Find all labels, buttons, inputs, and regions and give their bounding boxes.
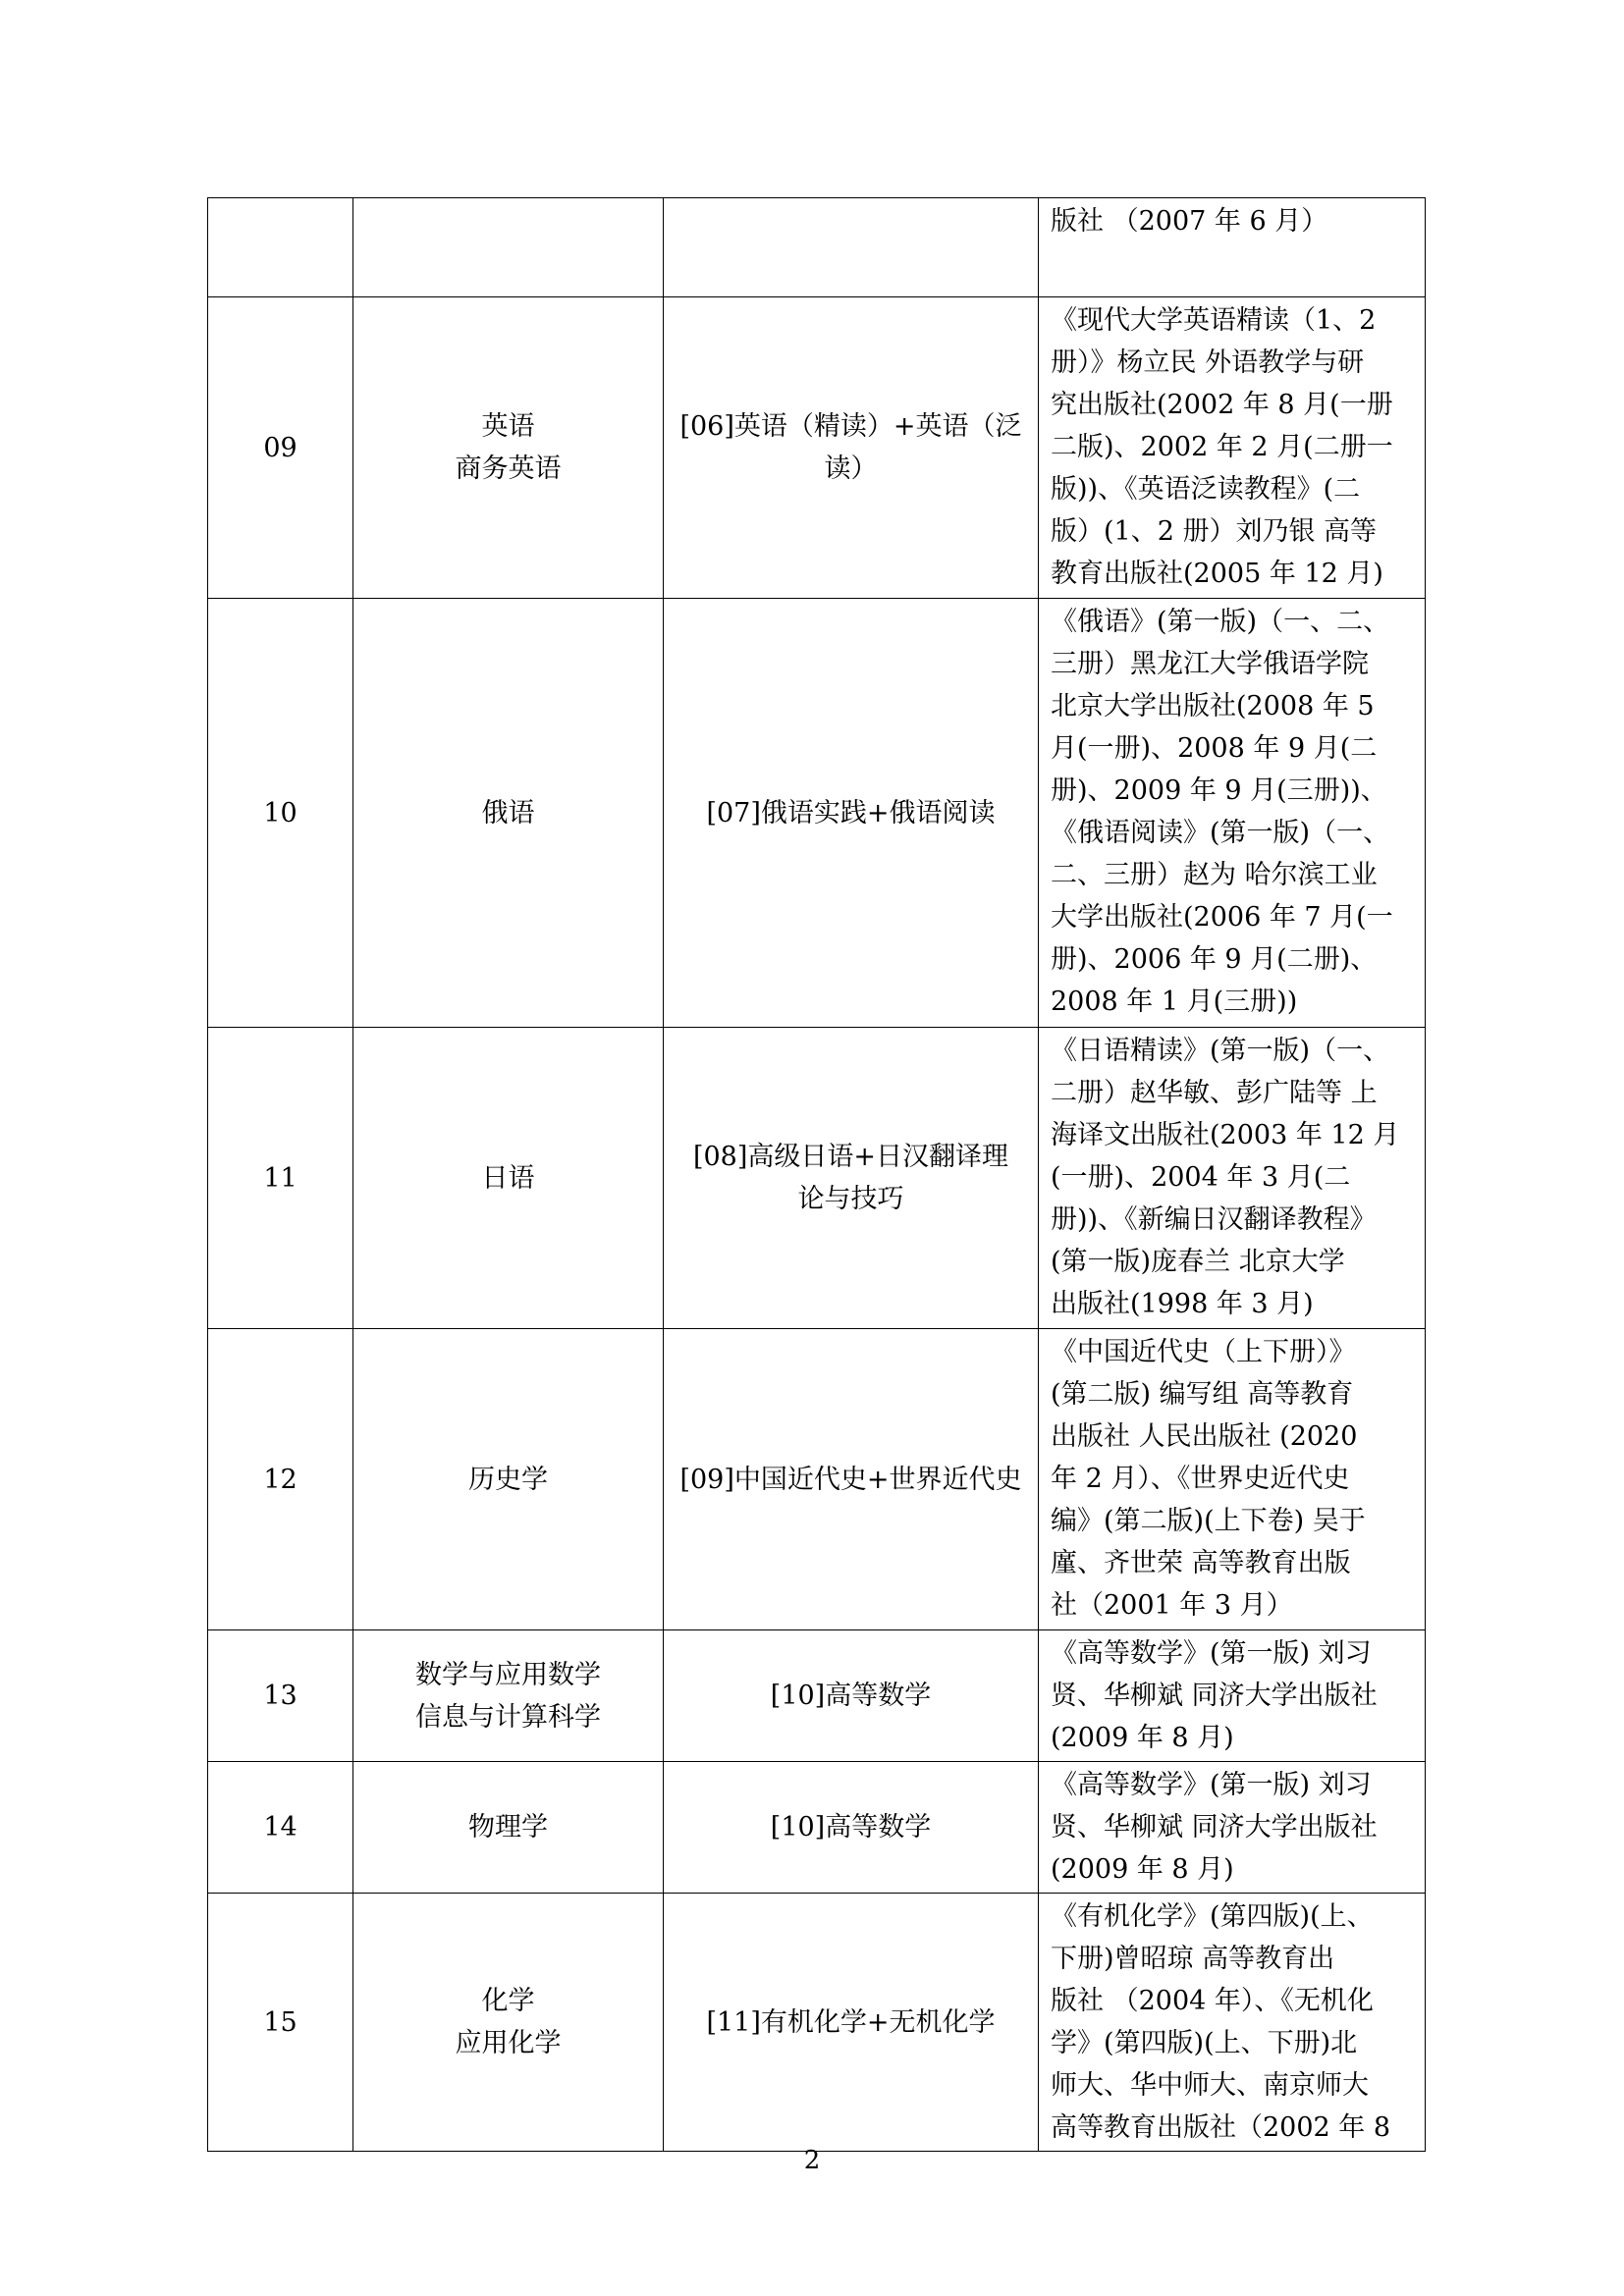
reference-books-cell — [1039, 1630, 1426, 1762]
major-name: 俄语 — [481, 797, 535, 828]
exam-subject-line: [10]高等数学 — [770, 1681, 932, 1711]
major-name: 物理学 — [468, 1812, 548, 1842]
major-name: 英语 — [481, 411, 535, 442]
major-name: 数学与应用数学 — [415, 1659, 601, 1690]
reference-book-line: 版）(1、2 册）刘乃银 高等 — [1051, 516, 1378, 547]
enrollment-table — [207, 197, 1426, 2152]
reference-books-cell — [1039, 1894, 1426, 2152]
exam-subject-line: 论与技巧 — [797, 1184, 904, 1214]
reference-books-cell — [1039, 1762, 1426, 1894]
row-number-cell: 15 — [208, 1894, 353, 2152]
reference-book-line: 《俄语》(第一版)（一、二、 — [1051, 607, 1390, 637]
reference-book-line: 师大、华中师大、南京师大 — [1051, 2070, 1369, 2101]
reference-book-line: (一册)、2004 年 3 月(二 — [1051, 1162, 1351, 1193]
reference-book-line: 贤、华柳斌 同济大学出版社 — [1051, 1812, 1378, 1842]
reference-book-line: 二版)、2002 年 2 月(二册一 — [1051, 432, 1393, 462]
reference-book-line: 北京大学出版社(2008 年 5 — [1051, 691, 1375, 721]
exam-subject-cell — [664, 1028, 1039, 1329]
reference-book-line: 出版社 人民出版社 (2020 — [1051, 1421, 1358, 1452]
reference-book-line: (第一版)庞春兰 北京大学 — [1051, 1247, 1345, 1277]
reference-books-cell — [1039, 297, 1426, 599]
reference-book-line: 《有机化学》(第四版)(上、 — [1051, 1901, 1374, 1932]
table-row — [208, 1028, 1426, 1329]
reference-book-line: 版社 （2007 年 6 月） — [1051, 206, 1328, 237]
exam-subject-line: [06]英语（精读）+英语（泛 — [679, 411, 1022, 442]
major-cell — [353, 1329, 664, 1630]
exam-subject-cell — [664, 599, 1039, 1028]
reference-book-line: 册）》杨立民 外语教学与研 — [1051, 347, 1365, 378]
reference-book-line: 册))、《新编日汉翻译教程》 — [1051, 1204, 1377, 1235]
reference-book-line: 三册）黑龙江大学俄语学院 — [1051, 649, 1369, 679]
reference-book-line: 册)、2009 年 9 月(三册))、 — [1051, 775, 1387, 806]
row-number-cell: 09 — [208, 297, 353, 599]
reference-book-line: 廑、齐世荣 高等教育出版 — [1051, 1548, 1351, 1578]
major-cell — [353, 1630, 664, 1762]
row-number-cell: 14 — [208, 1762, 353, 1894]
row-number-cell: 10 — [208, 599, 353, 1028]
reference-book-line: 《俄语阅读》(第一版)（一、 — [1051, 818, 1390, 848]
reference-book-line: 《高等数学》(第一版) 刘习 — [1051, 1638, 1372, 1669]
exam-subject-cell — [664, 297, 1039, 599]
table-row — [208, 1762, 1426, 1894]
table-row — [208, 198, 1426, 297]
reference-book-line: 《现代大学英语精读（1、2 — [1051, 305, 1377, 336]
reference-book-line: 《高等数学》(第一版) 刘习 — [1051, 1770, 1372, 1800]
exam-subject-line: [07]俄语实践+俄语阅读 — [706, 797, 996, 828]
reference-book-line: 出版社(1998 年 3 月) — [1051, 1289, 1314, 1319]
exam-subject-cell — [664, 1894, 1039, 2152]
exam-subject-line: [11]有机化学+无机化学 — [706, 2006, 996, 2038]
table-row — [208, 297, 1426, 599]
reference-book-line: 教育出版社(2005 年 12 月) — [1051, 559, 1383, 589]
major-cell — [353, 1028, 664, 1329]
reference-book-line: 贤、华柳斌 同济大学出版社 — [1051, 1681, 1378, 1711]
reference-book-line: 大学出版社(2006 年 7 月(一 — [1051, 902, 1393, 933]
exam-subject-line: [08]高级日语+日汉翻译理 — [692, 1142, 1009, 1172]
major-name: 化学 — [481, 1986, 535, 2016]
major-name: 日语 — [481, 1162, 535, 1194]
major-name: 商务英语 — [455, 454, 562, 484]
exam-subject-cell — [664, 1762, 1039, 1894]
major-cell — [353, 599, 664, 1028]
reference-book-line: 高等教育出版社（2002 年 8 — [1051, 2112, 1391, 2143]
reference-book-line: 二、三册）赵为 哈尔滨工业 — [1051, 860, 1378, 890]
reference-book-line: 《日语精读》(第一版)（一、 — [1051, 1036, 1390, 1066]
reference-book-line: 学》(第四版)(上、下册)北 — [1051, 2028, 1358, 2058]
reference-books-cell — [1039, 1028, 1426, 1329]
row-number-cell: 11 — [208, 1028, 353, 1329]
reference-book-line: 《中国近代史（上下册）》 — [1051, 1337, 1356, 1367]
reference-book-line: 究出版社(2002 年 8 月(一册 — [1051, 390, 1393, 420]
reference-book-line: 月(一册)、2008 年 9 月(二 — [1051, 733, 1378, 764]
table-row — [208, 1894, 1426, 2152]
table-row — [208, 599, 1426, 1028]
major-name: 应用化学 — [455, 2028, 562, 2058]
reference-book-line: 海译文出版社(2003 年 12 月 — [1051, 1120, 1400, 1150]
exam-subject-line: [10]高等数学 — [770, 1812, 932, 1842]
reference-book-line: 编》(第二版)(上下卷) 吴于 — [1051, 1506, 1366, 1536]
major-cell — [353, 198, 664, 297]
reference-book-line: 下册)曾昭琼 高等教育出 — [1051, 1944, 1335, 1974]
page-number: 2 — [803, 2146, 821, 2175]
reference-book-line: 册)、2006 年 9 月(二册)、 — [1051, 944, 1378, 975]
exam-subject-cell — [664, 1329, 1039, 1630]
major-cell — [353, 1762, 664, 1894]
major-cell — [353, 1894, 664, 2152]
reference-books-cell — [1039, 1329, 1426, 1630]
major-name: 历史学 — [468, 1464, 548, 1495]
row-number-cell: 12 — [208, 1329, 353, 1630]
row-number-cell: 13 — [208, 1630, 353, 1762]
reference-book-line: 社（2001 年 3 月） — [1051, 1590, 1293, 1621]
reference-book-line: 年 2 月）、《世界史近代史 — [1051, 1464, 1350, 1494]
reference-book-line: 2008 年 1 月(三册)) — [1051, 987, 1298, 1017]
major-name: 信息与计算科学 — [415, 1701, 601, 1733]
reference-books-cell — [1039, 599, 1426, 1028]
reference-books-cell — [1039, 198, 1426, 297]
table-row — [208, 1329, 1426, 1630]
row-number-cell — [208, 198, 353, 297]
reference-book-line: (第二版) 编写组 高等教育 — [1051, 1379, 1354, 1410]
reference-book-line: 二册）赵华敏、彭广陆等 上 — [1051, 1078, 1378, 1108]
exam-subject-cell — [664, 1630, 1039, 1762]
reference-book-line: (2009 年 8 月) — [1051, 1854, 1234, 1885]
exam-subject-line: 读） — [824, 454, 878, 484]
major-cell — [353, 297, 664, 599]
exam-subject-cell — [664, 198, 1039, 297]
reference-book-line: 版))、《英语泛读教程》(二 — [1051, 474, 1361, 505]
table-row — [208, 1630, 1426, 1762]
reference-book-line: (2009 年 8 月) — [1051, 1723, 1234, 1753]
table-body — [208, 198, 1426, 2152]
exam-subject-line: [09]中国近代史+世界近代史 — [679, 1464, 1022, 1495]
reference-book-line: 版社 （2004 年）、《无机化 — [1051, 1986, 1374, 2016]
